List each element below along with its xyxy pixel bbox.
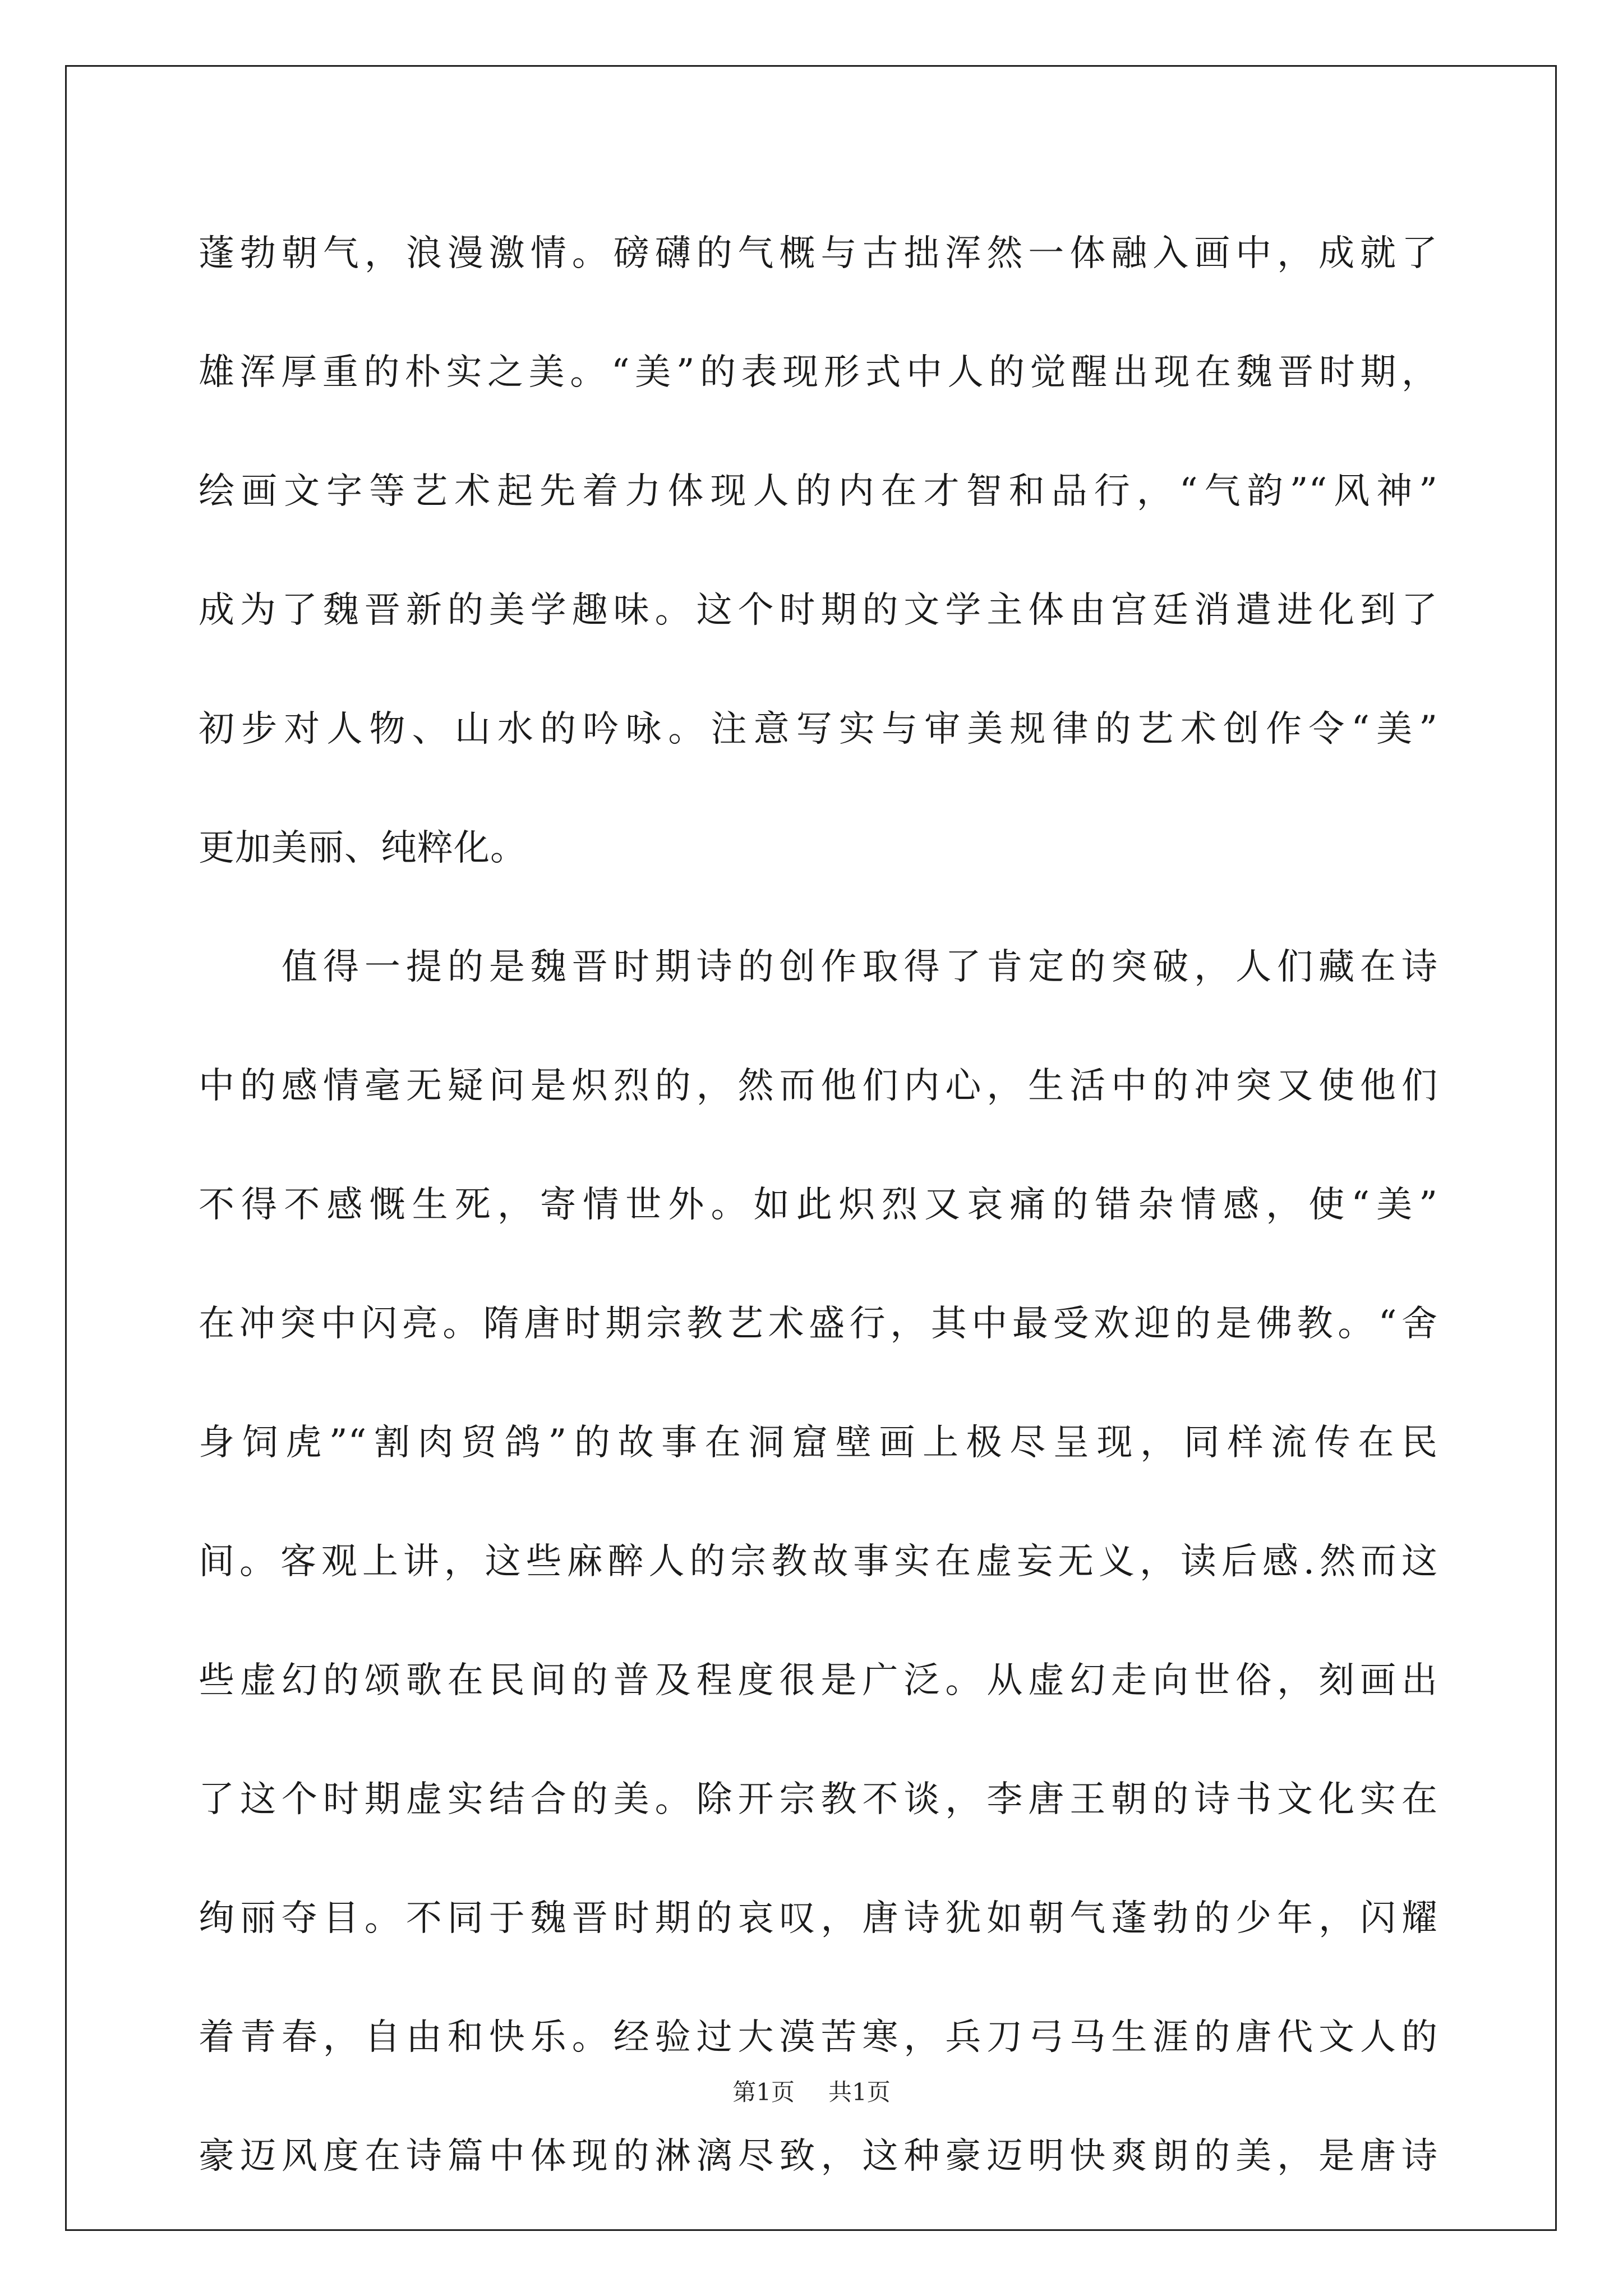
text-line: 成为了魏晋新的美学趣味。这个时期的文学主体由宫廷消遣进化到了	[199, 590, 1438, 631]
page-total: 共1页	[828, 2078, 891, 2106]
text-line: 值得一提的是魏晋时期诗的创作取得了肯定的突破，人们藏在诗	[282, 946, 1438, 988]
text-line: 豪迈风度在诗篇中体现的淋漓尽致，这种豪迈明快爽朗的美，是唐诗	[199, 2136, 1438, 2177]
text-line: 着青春，自由和快乐。经验过大漠苦寒，兵刀弓马生涯的唐代文人的	[199, 2017, 1438, 2058]
text-line: 些虚幻的颂歌在民间的普及程度很是广泛。从虚幻走向世俗，刻画出	[199, 1660, 1438, 1701]
text-line: 更加美丽、纯粹化。	[199, 827, 527, 869]
text-line: 身饲虎”“割肉贸鸽”的故事在洞窟壁画上极尽呈现，同样流传在民	[199, 1422, 1438, 1464]
page-footer	[0, 2076, 1623, 2109]
text-line: 在冲突中闪亮。隋唐时期宗教艺术盛行，其中最受欢迎的是佛教。“舍	[199, 1303, 1438, 1345]
text-line: 绘画文字等艺术起先着力体现人的内在才智和品行，“气韵”“风神”	[199, 471, 1438, 512]
text-line: 了这个时期虚实结合的美。除开宗教不谈，李唐王朝的诗书文化实在	[199, 1779, 1438, 1820]
text-line: 初步对人物、山水的吟咏。注意写实与审美规律的艺术创作令“美”	[199, 708, 1438, 750]
page-number: 第1页	[732, 2078, 795, 2106]
text-line: 绚丽夺目。不同于魏晋时期的哀叹，唐诗犹如朝气蓬勃的少年，闪耀	[199, 1898, 1438, 1939]
text-line: 不得不感慨生死，寄情世外。如此炽烈又哀痛的错杂情感，使“美”	[199, 1184, 1438, 1226]
text-line: 蓬勃朝气，浪漫激情。磅礴的气概与古拙浑然一体融入画中，成就了	[199, 233, 1438, 274]
text-line: 间。客观上讲，这些麻醉人的宗教故事实在虚妄无义，读后感.然而这	[199, 1541, 1438, 1582]
text-line: 中的感情毫无疑问是炽烈的，然而他们内心，生活中的冲突又使他们	[199, 1065, 1438, 1107]
document-body	[199, 194, 1438, 2216]
text-line: 雄浑厚重的朴实之美。“美”的表现形式中人的觉醒出现在魏晋时期，	[199, 352, 1438, 393]
